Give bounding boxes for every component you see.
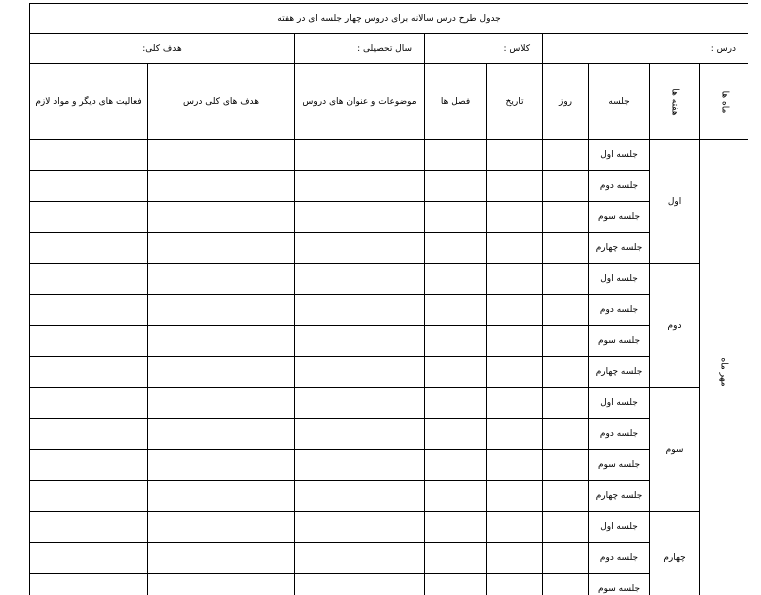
chapter-cell[interactable] (425, 202, 487, 233)
date-cell[interactable] (487, 295, 543, 326)
session-cell: جلسه سوم (589, 202, 650, 233)
goal-cell[interactable] (148, 202, 295, 233)
table-row (30, 574, 749, 595)
table-row (30, 233, 749, 264)
table-row (30, 326, 749, 357)
date-cell[interactable] (487, 419, 543, 450)
goal-cell[interactable] (148, 543, 295, 574)
activity-cell[interactable] (30, 140, 148, 171)
topic-cell[interactable] (295, 264, 425, 295)
activity-cell[interactable] (30, 233, 148, 264)
header-months: ماه ها (700, 64, 748, 140)
week-cell: دوم (650, 264, 700, 388)
goal-cell[interactable] (148, 295, 295, 326)
topic-cell[interactable] (295, 326, 425, 357)
table-row (30, 543, 749, 574)
date-cell[interactable] (487, 574, 543, 595)
goal-cell[interactable] (148, 388, 295, 419)
chapter-cell[interactable] (425, 264, 487, 295)
day-cell[interactable] (543, 388, 589, 419)
topic-cell[interactable] (295, 140, 425, 171)
table-row (30, 419, 749, 450)
table-row (30, 512, 749, 543)
day-cell[interactable] (543, 419, 589, 450)
session-cell: جلسه سوم (589, 326, 650, 357)
chapter-cell[interactable] (425, 326, 487, 357)
goal-cell[interactable] (148, 419, 295, 450)
table-row (30, 140, 749, 171)
lesson-plan-sheet (29, 3, 748, 595)
table-row (30, 295, 749, 326)
session-cell: جلسه دوم (589, 171, 650, 202)
lesson-field[interactable]: درس : (543, 34, 748, 64)
activity-cell[interactable] (30, 512, 148, 543)
activity-cell[interactable] (30, 543, 148, 574)
table-row (30, 388, 749, 419)
goal-cell[interactable] (148, 264, 295, 295)
day-cell[interactable] (543, 574, 589, 595)
activity-cell[interactable] (30, 295, 148, 326)
activity-cell[interactable] (30, 450, 148, 481)
date-cell[interactable] (487, 512, 543, 543)
activity-cell[interactable] (30, 481, 148, 512)
topic-cell[interactable] (295, 295, 425, 326)
goal-cell[interactable] (148, 574, 295, 595)
goal-cell[interactable] (148, 171, 295, 202)
chapter-cell[interactable] (425, 233, 487, 264)
date-cell[interactable] (487, 171, 543, 202)
session-cell: جلسه چهارم (589, 233, 650, 264)
date-cell[interactable] (487, 233, 543, 264)
goal-cell[interactable] (148, 450, 295, 481)
goal-cell[interactable] (148, 326, 295, 357)
session-cell: جلسه دوم (589, 543, 650, 574)
session-cell: جلسه اول (589, 388, 650, 419)
chapter-cell[interactable] (425, 481, 487, 512)
date-cell[interactable] (487, 450, 543, 481)
chapter-cell[interactable] (425, 388, 487, 419)
day-cell[interactable] (543, 295, 589, 326)
table-row (30, 171, 749, 202)
table-title: جدول طرح درس سالانه برای دروس چهار جلسه ای در هفته (30, 4, 749, 34)
topic-cell[interactable] (295, 357, 425, 388)
topic-cell[interactable] (295, 450, 425, 481)
table-row (30, 450, 749, 481)
year-field[interactable]: سال تحصیلی : (295, 34, 425, 64)
chapter-cell[interactable] (425, 140, 487, 171)
header-activities: فعالیت های دیگر و مواد لازم (30, 64, 148, 140)
date-cell[interactable] (487, 543, 543, 574)
date-cell[interactable] (487, 481, 543, 512)
header-weeks: هفته ها (650, 64, 700, 140)
session-cell: جلسه اول (589, 264, 650, 295)
goal-cell[interactable] (148, 140, 295, 171)
topic-cell[interactable] (295, 543, 425, 574)
activity-cell[interactable] (30, 264, 148, 295)
day-cell[interactable] (543, 264, 589, 295)
activity-cell[interactable] (30, 388, 148, 419)
date-cell[interactable] (487, 202, 543, 233)
chapter-cell[interactable] (425, 512, 487, 543)
week-cell: چهارم (650, 512, 700, 595)
chapter-cell[interactable] (425, 574, 487, 595)
month-cell: مهر ماه (700, 140, 748, 595)
topic-cell[interactable] (295, 574, 425, 595)
day-cell[interactable] (543, 233, 589, 264)
chapter-cell[interactable] (425, 419, 487, 450)
activity-cell[interactable] (30, 171, 148, 202)
table-row (30, 202, 749, 233)
table-row (30, 481, 749, 512)
day-cell[interactable] (543, 171, 589, 202)
topic-cell[interactable] (295, 481, 425, 512)
session-cell: جلسه دوم (589, 419, 650, 450)
session-cell: جلسه دوم (589, 295, 650, 326)
topic-cell[interactable] (295, 419, 425, 450)
day-cell[interactable] (543, 357, 589, 388)
header-date: تاریخ (487, 64, 543, 140)
table-row (30, 357, 749, 388)
day-cell[interactable] (543, 140, 589, 171)
session-cell: جلسه اول (589, 140, 650, 171)
activity-cell[interactable] (30, 326, 148, 357)
activity-cell[interactable] (30, 419, 148, 450)
header-chapters: فصل ها (425, 64, 487, 140)
topic-cell[interactable] (295, 388, 425, 419)
goal-cell[interactable] (148, 357, 295, 388)
goal-cell[interactable] (148, 233, 295, 264)
activity-cell[interactable] (30, 202, 148, 233)
header-day: روز (543, 64, 589, 140)
header-session: جلسه (589, 64, 650, 140)
date-cell[interactable] (487, 140, 543, 171)
class-field[interactable]: کلاس : (425, 34, 543, 64)
session-cell: جلسه سوم (589, 450, 650, 481)
topic-cell[interactable] (295, 233, 425, 264)
chapter-cell[interactable] (425, 171, 487, 202)
date-cell[interactable] (487, 357, 543, 388)
date-cell[interactable] (487, 326, 543, 357)
chapter-cell[interactable] (425, 357, 487, 388)
session-cell: جلسه سوم (589, 574, 650, 595)
chapter-cell[interactable] (425, 543, 487, 574)
chapter-cell[interactable] (425, 295, 487, 326)
day-cell[interactable] (543, 481, 589, 512)
goal-field[interactable]: هدف کلی: (30, 34, 295, 64)
day-cell[interactable] (543, 450, 589, 481)
session-cell: جلسه چهارم (589, 357, 650, 388)
header-topics: موضوعات و عنوان های دروس (295, 64, 425, 140)
session-cell: جلسه اول (589, 512, 650, 543)
topic-cell[interactable] (295, 512, 425, 543)
activity-cell[interactable] (30, 357, 148, 388)
day-cell[interactable] (543, 512, 589, 543)
chapter-cell[interactable] (425, 450, 487, 481)
day-cell[interactable] (543, 202, 589, 233)
topic-cell[interactable] (295, 171, 425, 202)
topic-cell[interactable] (295, 202, 425, 233)
date-cell[interactable] (487, 264, 543, 295)
date-cell[interactable] (487, 388, 543, 419)
activity-cell[interactable] (30, 574, 148, 595)
goal-cell[interactable] (148, 512, 295, 543)
table-row (30, 264, 749, 295)
lesson-plan-table (29, 3, 748, 595)
goal-cell[interactable] (148, 481, 295, 512)
week-cell: اول (650, 140, 700, 264)
day-cell[interactable] (543, 326, 589, 357)
day-cell[interactable] (543, 543, 589, 574)
week-cell: سوم (650, 388, 700, 512)
header-goals: هدف های کلی درس (148, 64, 295, 140)
session-cell: جلسه چهارم (589, 481, 650, 512)
